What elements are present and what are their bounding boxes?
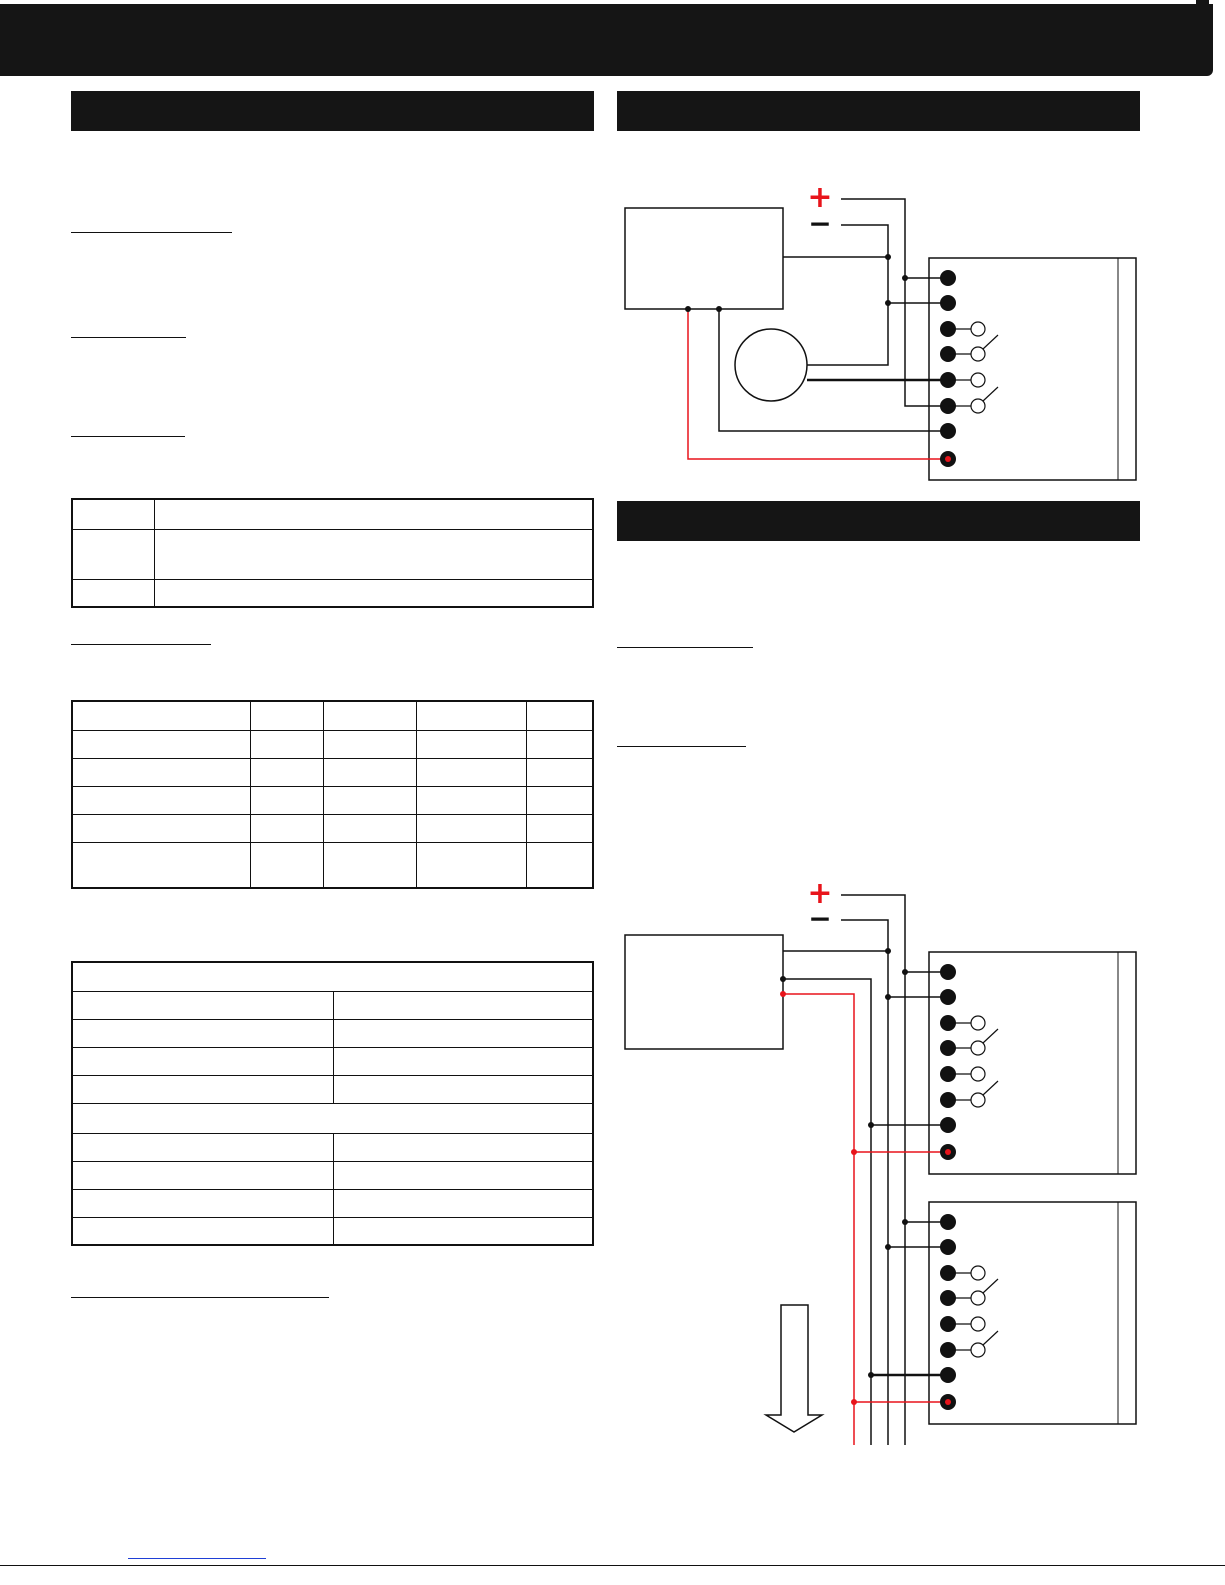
junction-dot [902, 275, 908, 281]
contact-circle [971, 1016, 985, 1030]
junction-dots [685, 254, 908, 312]
terminal-post [940, 270, 956, 286]
switch-arm [983, 1331, 998, 1345]
junction-dot [851, 1149, 857, 1155]
contact-circle [971, 347, 985, 361]
contact-circle [971, 373, 985, 387]
terminal-posts [940, 270, 956, 467]
junction-dot [902, 1219, 908, 1225]
relay-contacts [948, 1016, 998, 1357]
footer-rule [0, 1565, 1225, 1566]
contact-circle [971, 1041, 985, 1055]
terminal-post [940, 1239, 956, 1255]
contact-circle [971, 1093, 985, 1107]
terminal-block [929, 1202, 1136, 1424]
wiring-diagram-multiple [625, 876, 1136, 1445]
junction-dot [868, 1372, 874, 1378]
junction-dot [902, 969, 908, 975]
footer-link[interactable] [128, 1558, 266, 1559]
terminal-block [929, 952, 1136, 1174]
junction-dot [780, 976, 786, 982]
wire-negative-bus [841, 920, 888, 1445]
terminal-post [940, 1367, 956, 1383]
junction-dot [716, 306, 722, 312]
wire-negative-bus [807, 225, 888, 365]
contact-circle [971, 1067, 985, 1081]
switch-arm [983, 387, 998, 401]
wiring-diagram-single [625, 180, 1136, 480]
positive-terminal-symbol: + [807, 876, 833, 911]
terminal-post [940, 423, 956, 439]
junction-dot [685, 306, 691, 312]
switch-arm [983, 1081, 998, 1095]
negative-terminal-symbol: − [808, 902, 832, 935]
contact-circle [971, 1291, 985, 1305]
wire-positive-bus [841, 895, 905, 1445]
terminal-post [940, 964, 956, 980]
controller-box [625, 935, 783, 1049]
junction-dot [851, 1399, 857, 1405]
junction-dot [885, 1244, 891, 1250]
signal-marker [945, 1399, 951, 1405]
contact-circle [971, 1266, 985, 1280]
relay-contacts [948, 322, 998, 413]
junction-dot [885, 254, 891, 260]
switch-arm [983, 1279, 998, 1293]
contact-circle [971, 1317, 985, 1331]
junction-dot [885, 994, 891, 1000]
contact-circle [971, 322, 985, 336]
signal-marker [945, 456, 951, 462]
terminal-post [940, 295, 956, 311]
arrow-down-icon [766, 1305, 822, 1432]
junction-dot [868, 1122, 874, 1128]
junction-dot [885, 300, 891, 306]
terminal-block [929, 258, 1136, 480]
contact-circle [971, 1343, 985, 1357]
terminal-post [940, 989, 956, 1005]
motor-symbol [735, 329, 807, 401]
positive-terminal-symbol: + [807, 180, 833, 215]
controller-box [625, 208, 783, 309]
switch-arm [983, 1029, 998, 1043]
contact-circle [971, 399, 985, 413]
negative-terminal-symbol: − [808, 207, 832, 240]
wire-controller-signal [719, 309, 947, 431]
junction-dot [885, 948, 891, 954]
wire-signal-red [688, 309, 947, 459]
junction-dot [780, 991, 786, 997]
terminal-posts [940, 964, 956, 1410]
switch-arm [983, 335, 998, 349]
signal-marker [945, 1149, 951, 1155]
terminal-post [940, 1214, 956, 1230]
terminal-post [940, 1117, 956, 1133]
